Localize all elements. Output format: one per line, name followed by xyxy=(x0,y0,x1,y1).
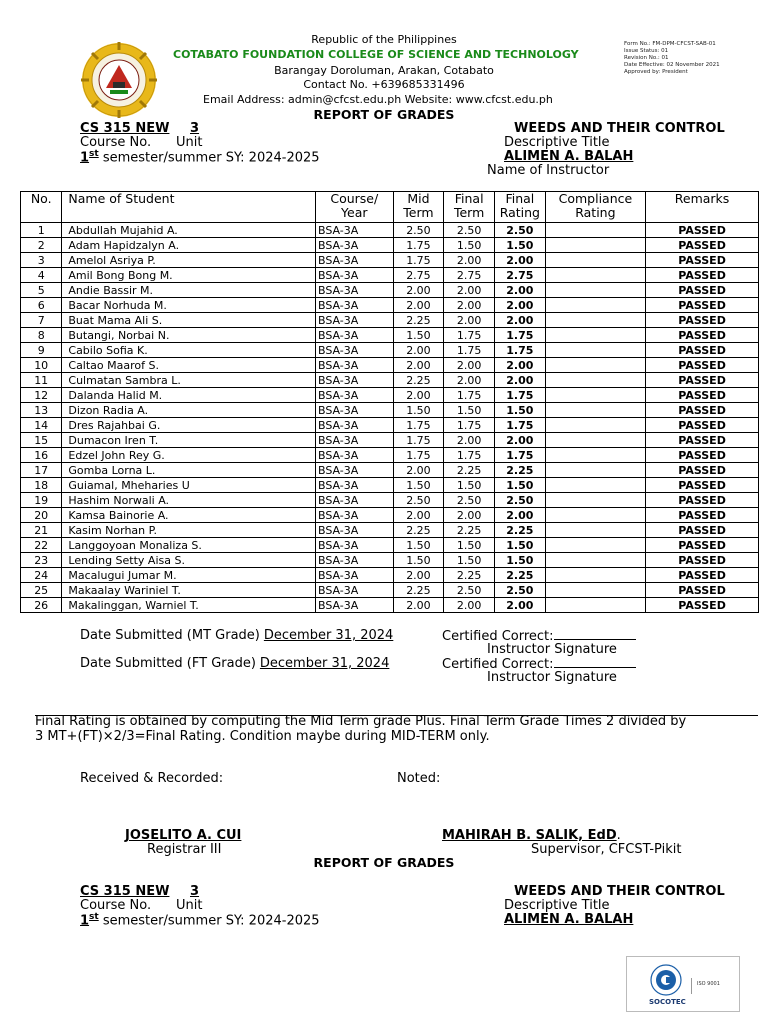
cell-compliance-rating xyxy=(545,598,645,613)
cell-final-term: 2.75 xyxy=(444,268,495,283)
cell-remarks: PASSED xyxy=(646,493,759,508)
course-no-label-repeat: Course No. xyxy=(80,898,152,913)
cell-no: 18 xyxy=(21,478,62,493)
cell-remarks: PASSED xyxy=(646,463,759,478)
report-title: REPORT OF GRADES xyxy=(313,107,455,122)
cell-compliance-rating xyxy=(545,553,645,568)
grades-table xyxy=(20,191,759,613)
table-header-row xyxy=(21,192,759,223)
table-row xyxy=(21,598,759,613)
cell-course-year: BSA-3A xyxy=(315,343,393,358)
registrar-name: JOSELITO A. CUI xyxy=(125,828,242,843)
cell-no: 7 xyxy=(21,313,62,328)
cell-remarks: PASSED xyxy=(646,298,759,313)
table-row xyxy=(21,238,759,253)
table-row xyxy=(21,463,759,478)
cell-student-name: Macalugui Jumar M. xyxy=(62,568,316,583)
mt-instructor-signature-label: Instructor Signature xyxy=(487,642,617,657)
cell-remarks: PASSED xyxy=(646,238,759,253)
descriptive-title-label: Descriptive Title xyxy=(504,135,610,150)
cell-student-name: Dumacon Iren T. xyxy=(62,433,316,448)
cell-course-year: BSA-3A xyxy=(315,463,393,478)
cell-final-rating: 2.50 xyxy=(495,493,546,508)
cell-student-name: Cabilo Sofia K. xyxy=(62,343,316,358)
cell-final-rating: 2.50 xyxy=(495,583,546,598)
cell-remarks: PASSED xyxy=(646,328,759,343)
cell-final-term: 2.50 xyxy=(444,583,495,598)
cell-compliance-rating xyxy=(545,313,645,328)
cell-remarks: PASSED xyxy=(646,283,759,298)
cell-course-year: BSA-3A xyxy=(315,298,393,313)
cell-student-name: Bacar Norhuda M. xyxy=(62,298,316,313)
cell-no: 10 xyxy=(21,358,62,373)
cell-final-rating: 2.50 xyxy=(495,223,546,238)
cell-course-year: BSA-3A xyxy=(315,508,393,523)
cell-compliance-rating xyxy=(545,418,645,433)
descriptive-title: WEEDS AND THEIR CONTROL xyxy=(514,121,725,136)
cell-student-name: Dres Rajahbai G. xyxy=(62,418,316,433)
cell-no: 17 xyxy=(21,463,62,478)
cell-course-year: BSA-3A xyxy=(315,538,393,553)
cell-final-term: 2.50 xyxy=(444,493,495,508)
table-row xyxy=(21,403,759,418)
cell-course-year: BSA-3A xyxy=(315,268,393,283)
cell-remarks: PASSED xyxy=(646,433,759,448)
cell-student-name: Dizon Radia A. xyxy=(62,403,316,418)
contact-number: Contact No. +639685331496 xyxy=(303,78,465,91)
table-row xyxy=(21,538,759,553)
table-row xyxy=(21,508,759,523)
cell-no: 20 xyxy=(21,508,62,523)
cell-mid-term: 1.50 xyxy=(393,403,444,418)
cell-final-rating: 2.75 xyxy=(495,268,546,283)
mt-certified: Certified Correct: xyxy=(442,628,636,644)
mt-signature-line xyxy=(554,628,636,640)
cell-final-term: 1.50 xyxy=(444,403,495,418)
cell-compliance-rating xyxy=(545,343,645,358)
table-row xyxy=(21,313,759,328)
cell-student-name: Gomba Lorna L. xyxy=(62,463,316,478)
cell-compliance-rating xyxy=(545,373,645,388)
instructor-label: Name of Instructor xyxy=(487,163,610,178)
header-no: No. xyxy=(21,192,62,223)
cell-mid-term: 1.50 xyxy=(393,328,444,343)
mt-date: December 31, 2024 xyxy=(263,628,394,643)
cell-no: 21 xyxy=(21,523,62,538)
cell-remarks: PASSED xyxy=(646,343,759,358)
cell-course-year: BSA-3A xyxy=(315,238,393,253)
table-row xyxy=(21,553,759,568)
table-row xyxy=(21,478,759,493)
cell-compliance-rating xyxy=(545,403,645,418)
cell-final-rating: 1.50 xyxy=(495,538,546,553)
cell-student-name: Lending Setty Aisa S. xyxy=(62,553,316,568)
header-final-rating: Final Rating xyxy=(495,192,546,223)
cell-course-year: BSA-3A xyxy=(315,583,393,598)
cell-final-rating: 2.00 xyxy=(495,313,546,328)
cell-student-name: Guiamal, Mheharies U xyxy=(62,478,316,493)
header-compliance-rating: Compliance Rating xyxy=(545,192,645,223)
cell-remarks: PASSED xyxy=(646,358,759,373)
course-unit: 3 xyxy=(190,121,200,136)
cell-final-term: 1.50 xyxy=(444,238,495,253)
cell-remarks: PASSED xyxy=(646,508,759,523)
cell-compliance-rating xyxy=(545,238,645,253)
email-website: Email Address: admin@cfcst.edu.ph Website: www.cfcst.edu.ph xyxy=(203,93,553,106)
table-row xyxy=(21,493,759,508)
cell-final-term: 2.00 xyxy=(444,508,495,523)
cell-final-term: 1.75 xyxy=(444,418,495,433)
table-row xyxy=(21,373,759,388)
cell-mid-term: 2.00 xyxy=(393,508,444,523)
registrar-title: Registrar III xyxy=(147,842,222,857)
supervisor-name-line: MAHIRAH B. SALIK, EdD. xyxy=(442,828,621,843)
cell-final-term: 2.00 xyxy=(444,358,495,373)
cell-mid-term: 2.00 xyxy=(393,343,444,358)
table-row xyxy=(21,343,759,358)
cell-mid-term: 2.00 xyxy=(393,568,444,583)
cell-compliance-rating xyxy=(545,493,645,508)
cell-remarks: PASSED xyxy=(646,478,759,493)
cell-course-year: BSA-3A xyxy=(315,358,393,373)
cell-no: 23 xyxy=(21,553,62,568)
cell-course-year: BSA-3A xyxy=(315,523,393,538)
cell-no: 19 xyxy=(21,493,62,508)
cell-student-name: Makaalay Wariniel T. xyxy=(62,583,316,598)
instructor-name: ALIMEN A. BALAH xyxy=(504,149,634,164)
cell-compliance-rating xyxy=(545,583,645,598)
cell-final-term: 2.25 xyxy=(444,568,495,583)
cell-final-term: 1.50 xyxy=(444,538,495,553)
cell-no: 12 xyxy=(21,388,62,403)
socotec-brand: SOCOTEC xyxy=(649,998,686,1006)
table-row xyxy=(21,223,759,238)
cell-compliance-rating xyxy=(545,508,645,523)
cell-final-term: 2.00 xyxy=(444,373,495,388)
cell-final-term: 1.75 xyxy=(444,328,495,343)
cell-course-year: BSA-3A xyxy=(315,403,393,418)
cell-student-name: Abdullah Mujahid A. xyxy=(62,223,316,238)
cell-course-year: BSA-3A xyxy=(315,478,393,493)
cell-final-term: 1.75 xyxy=(444,343,495,358)
cell-final-rating: 2.00 xyxy=(495,373,546,388)
cell-remarks: PASSED xyxy=(646,418,759,433)
ft-label: Date Submitted (FT Grade) xyxy=(80,656,256,671)
cell-final-rating: 2.25 xyxy=(495,523,546,538)
semester-line-repeat: 1st semester/summer SY: 2024-2025 xyxy=(80,912,320,929)
cell-compliance-rating xyxy=(545,268,645,283)
cell-remarks: PASSED xyxy=(646,388,759,403)
instructor-name-repeat: ALIMEN A. BALAH xyxy=(504,912,634,927)
cell-no: 3 xyxy=(21,253,62,268)
cell-mid-term: 2.00 xyxy=(393,388,444,403)
mt-submission-line xyxy=(80,628,393,643)
cell-student-name: Makalinggan, Warniel T. xyxy=(62,598,316,613)
cell-final-term: 1.75 xyxy=(444,388,495,403)
cell-course-year: BSA-3A xyxy=(315,283,393,298)
cell-final-term: 1.50 xyxy=(444,478,495,493)
cell-course-year: BSA-3A xyxy=(315,328,393,343)
header-remarks: Remarks xyxy=(646,192,759,223)
cell-final-rating: 1.75 xyxy=(495,388,546,403)
unit-label: Unit xyxy=(176,135,203,150)
descriptive-title-repeat: WEEDS AND THEIR CONTROL xyxy=(514,884,725,899)
cell-course-year: BSA-3A xyxy=(315,598,393,613)
college-address: Barangay Doroluman, Arakan, Cotabato xyxy=(274,64,494,77)
cell-compliance-rating xyxy=(545,523,645,538)
noted-label: Noted: xyxy=(397,771,441,786)
cell-final-rating: 2.00 xyxy=(495,283,546,298)
cell-final-term: 2.25 xyxy=(444,523,495,538)
cell-no: 13 xyxy=(21,403,62,418)
cell-mid-term: 2.25 xyxy=(393,373,444,388)
cell-no: 25 xyxy=(21,583,62,598)
cell-student-name: Butangi, Norbai N. xyxy=(62,328,316,343)
cell-course-year: BSA-3A xyxy=(315,373,393,388)
note-line-2: 3 MT+(FT)×2/3=Final Rating. Condition maybe during MID-TERM only. xyxy=(35,729,490,744)
cell-mid-term: 2.00 xyxy=(393,298,444,313)
ft-submission-line xyxy=(80,656,389,671)
table-row xyxy=(21,328,759,343)
ft-certified: Certified Correct: xyxy=(442,656,636,672)
cell-final-term: 2.00 xyxy=(444,253,495,268)
header-mid-term: Mid Term xyxy=(393,192,444,223)
cell-final-rating: 2.00 xyxy=(495,508,546,523)
cell-student-name: Buat Mama Ali S. xyxy=(62,313,316,328)
cell-compliance-rating xyxy=(545,568,645,583)
cell-final-rating: 1.50 xyxy=(495,553,546,568)
cell-no: 6 xyxy=(21,298,62,313)
table-row xyxy=(21,358,759,373)
cell-final-rating: 1.50 xyxy=(495,478,546,493)
note-line-1: Final Rating is obtained by computing the Mid Term grade Plus. Final Term Grade Times 2 divided by xyxy=(35,714,687,729)
cell-mid-term: 1.75 xyxy=(393,238,444,253)
cell-mid-term: 2.00 xyxy=(393,283,444,298)
cell-no: 4 xyxy=(21,268,62,283)
cell-student-name: Dalanda Halid M. xyxy=(62,388,316,403)
cell-course-year: BSA-3A xyxy=(315,253,393,268)
cell-final-rating: 1.75 xyxy=(495,343,546,358)
unit-label-repeat: Unit xyxy=(176,898,203,913)
cell-mid-term: 2.00 xyxy=(393,598,444,613)
cell-final-rating: 2.00 xyxy=(495,358,546,373)
course-code: CS 315 NEW xyxy=(80,121,170,136)
semester-text: semester/summer SY: 2024-2025 xyxy=(98,150,320,166)
cell-no: 16 xyxy=(21,448,62,463)
cell-no: 24 xyxy=(21,568,62,583)
cell-remarks: PASSED xyxy=(646,523,759,538)
cell-no: 1 xyxy=(21,223,62,238)
cell-remarks: PASSED xyxy=(646,583,759,598)
cell-compliance-rating xyxy=(545,448,645,463)
ft-instructor-signature-label: Instructor Signature xyxy=(487,670,617,685)
cell-no: 15 xyxy=(21,433,62,448)
cell-remarks: PASSED xyxy=(646,553,759,568)
cell-final-term: 2.00 xyxy=(444,298,495,313)
cell-compliance-rating xyxy=(545,463,645,478)
cell-compliance-rating xyxy=(545,388,645,403)
header-name: Name of Student xyxy=(62,192,316,223)
table-row xyxy=(21,283,759,298)
cell-student-name: Hashim Norwali A. xyxy=(62,493,316,508)
cell-student-name: Culmatan Sambra L. xyxy=(62,373,316,388)
cell-final-rating: 1.50 xyxy=(495,403,546,418)
cell-student-name: Kasim Norhan P. xyxy=(62,523,316,538)
cell-compliance-rating xyxy=(545,283,645,298)
cell-mid-term: 1.75 xyxy=(393,253,444,268)
received-label: Received & Recorded: xyxy=(80,771,224,786)
cell-mid-term: 2.25 xyxy=(393,583,444,598)
cell-mid-term: 1.50 xyxy=(393,553,444,568)
cell-student-name: Adam Hapidzalyn A. xyxy=(62,238,316,253)
cell-student-name: Caltao Maarof S. xyxy=(62,358,316,373)
table-row xyxy=(21,583,759,598)
cell-mid-term: 2.25 xyxy=(393,313,444,328)
cell-remarks: PASSED xyxy=(646,313,759,328)
cell-final-rating: 2.25 xyxy=(495,463,546,478)
mt-label: Date Submitted (MT Grade) xyxy=(80,628,260,643)
cell-no: 9 xyxy=(21,343,62,358)
cell-student-name: Andie Bassir M. xyxy=(62,283,316,298)
cell-mid-term: 2.00 xyxy=(393,358,444,373)
cell-final-term: 2.00 xyxy=(444,283,495,298)
cell-final-rating: 2.00 xyxy=(495,598,546,613)
cell-remarks: PASSED xyxy=(646,253,759,268)
cell-course-year: BSA-3A xyxy=(315,418,393,433)
cell-final-rating: 2.25 xyxy=(495,568,546,583)
cell-remarks: PASSED xyxy=(646,568,759,583)
cell-remarks: PASSED xyxy=(646,598,759,613)
cell-course-year: BSA-3A xyxy=(315,223,393,238)
cell-no: 22 xyxy=(21,538,62,553)
cell-compliance-rating xyxy=(545,298,645,313)
college-name: COTABATO FOUNDATION COLLEGE OF SCIENCE AND TECHNOLOGY xyxy=(173,48,579,61)
report-title-repeat: REPORT OF GRADES xyxy=(313,855,455,870)
table-row xyxy=(21,418,759,433)
cell-no: 14 xyxy=(21,418,62,433)
cell-course-year: BSA-3A xyxy=(315,553,393,568)
cell-final-term: 2.00 xyxy=(444,313,495,328)
semester-ordinal: 1 xyxy=(80,150,90,166)
iso-label: ISO 9001 xyxy=(697,981,720,987)
cell-remarks: PASSED xyxy=(646,223,759,238)
cell-mid-term: 2.50 xyxy=(393,493,444,508)
cell-student-name: Amelol Asriya P. xyxy=(62,253,316,268)
cell-final-term: 1.75 xyxy=(444,448,495,463)
cell-mid-term: 1.75 xyxy=(393,418,444,433)
table-row xyxy=(21,523,759,538)
table-row xyxy=(21,448,759,463)
cell-final-rating: 1.75 xyxy=(495,448,546,463)
cell-no: 2 xyxy=(21,238,62,253)
cell-mid-term: 1.50 xyxy=(393,478,444,493)
cell-student-name: Edzel John Rey G. xyxy=(62,448,316,463)
cell-final-rating: 2.00 xyxy=(495,253,546,268)
cell-compliance-rating xyxy=(545,433,645,448)
cell-remarks: PASSED xyxy=(646,403,759,418)
cell-remarks: PASSED xyxy=(646,448,759,463)
table-row xyxy=(21,298,759,313)
cell-student-name: Kamsa Bainorie A. xyxy=(62,508,316,523)
cell-mid-term: 2.50 xyxy=(393,223,444,238)
semester-line xyxy=(80,149,320,165)
cell-final-term: 2.00 xyxy=(444,598,495,613)
cell-mid-term: 2.25 xyxy=(393,523,444,538)
semester-ordinal-suffix: st xyxy=(89,149,99,159)
cell-compliance-rating xyxy=(545,478,645,493)
cell-compliance-rating xyxy=(545,223,645,238)
table-row xyxy=(21,568,759,583)
grades-body xyxy=(21,223,759,613)
course-no-label: Course No. xyxy=(80,135,152,150)
form-control-info: Form No.: FM-DPM-CFCST-SAB-01 Issue Status: 01 Revision No.: 01 Date Effective: 02 November 2021 Approved by: President xyxy=(624,41,720,75)
cell-course-year: BSA-3A xyxy=(315,313,393,328)
cell-mid-term: 1.75 xyxy=(393,448,444,463)
cell-mid-term: 1.50 xyxy=(393,538,444,553)
cell-compliance-rating xyxy=(545,538,645,553)
cell-no: 8 xyxy=(21,328,62,343)
ft-date: December 31, 2024 xyxy=(259,656,390,671)
cell-no: 5 xyxy=(21,283,62,298)
course-code-repeat: CS 315 NEW xyxy=(80,884,170,899)
cell-final-term: 1.50 xyxy=(444,553,495,568)
cell-compliance-rating xyxy=(545,328,645,343)
supervisor-name: MAHIRAH B. SALIK, EdD xyxy=(442,828,617,843)
cell-remarks: PASSED xyxy=(646,373,759,388)
cell-final-term: 2.25 xyxy=(444,463,495,478)
cell-final-term: 2.00 xyxy=(444,433,495,448)
cell-final-term: 2.50 xyxy=(444,223,495,238)
cell-mid-term: 1.75 xyxy=(393,433,444,448)
cell-final-rating: 1.75 xyxy=(495,418,546,433)
republic-line: Republic of the Philippines xyxy=(311,33,457,46)
table-row xyxy=(21,388,759,403)
cell-course-year: BSA-3A xyxy=(315,448,393,463)
table-row xyxy=(21,253,759,268)
cell-final-rating: 1.75 xyxy=(495,328,546,343)
course-unit-repeat: 3 xyxy=(190,884,200,899)
header-course-year: Course/ Year xyxy=(315,192,393,223)
cell-compliance-rating xyxy=(545,358,645,373)
cell-no: 11 xyxy=(21,373,62,388)
cell-remarks: PASSED xyxy=(646,538,759,553)
cell-course-year: BSA-3A xyxy=(315,493,393,508)
cell-final-rating: 2.00 xyxy=(495,298,546,313)
ft-signature-line xyxy=(554,656,636,668)
supervisor-title: Supervisor, CFCST-Pikit xyxy=(531,842,682,857)
socotec-certification-badge xyxy=(626,956,740,1012)
cell-student-name: Langgoyoan Monaliza S. xyxy=(62,538,316,553)
cell-course-year: BSA-3A xyxy=(315,568,393,583)
cell-student-name: Amil Bong Bong M. xyxy=(62,268,316,283)
cell-remarks: PASSED xyxy=(646,268,759,283)
cell-course-year: BSA-3A xyxy=(315,433,393,448)
cell-course-year: BSA-3A xyxy=(315,388,393,403)
header-final-term: Final Term xyxy=(444,192,495,223)
cell-final-rating: 1.50 xyxy=(495,238,546,253)
cell-final-rating: 2.00 xyxy=(495,433,546,448)
descriptive-title-label-repeat: Descriptive Title xyxy=(504,898,610,913)
socotec-logo-icon xyxy=(649,963,683,997)
cell-no: 26 xyxy=(21,598,62,613)
cell-mid-term: 2.00 xyxy=(393,463,444,478)
table-row xyxy=(21,268,759,283)
cell-mid-term: 2.75 xyxy=(393,268,444,283)
table-row xyxy=(21,433,759,448)
cell-compliance-rating xyxy=(545,253,645,268)
